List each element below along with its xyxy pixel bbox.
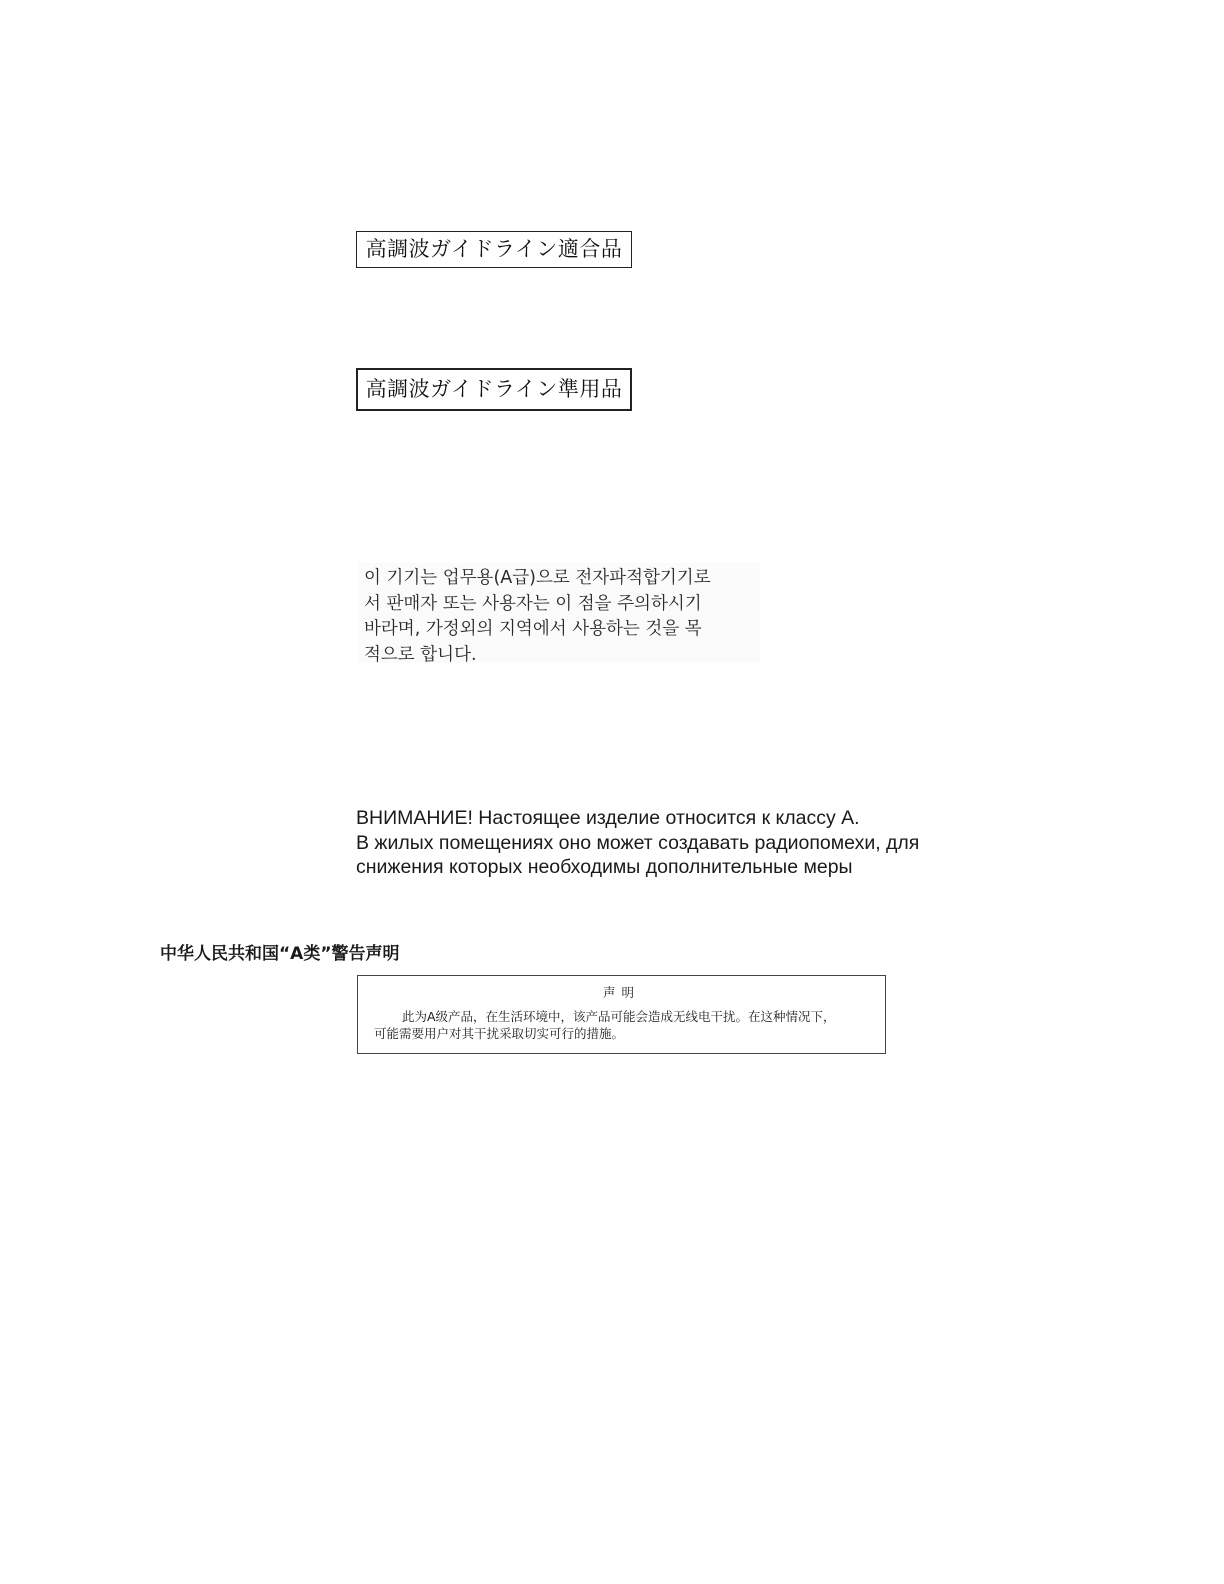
japan-harmonics-applicable-label: 高調波ガイドライン準用品 (356, 368, 632, 411)
japan-harmonics-compliant-label: 高調波ガイドライン適合品 (356, 231, 632, 268)
korea-class-a-notice (358, 563, 760, 663)
china-statement-title: 声明 (602, 985, 640, 1000)
korea-notice-line: 이 기기는 업무용(A급)으로 전자파적합기기로 (364, 568, 711, 588)
china-statement-line: 可能需要用户对其干扰采取切实可行的措施。 (374, 1026, 625, 1041)
korea-notice-line: 바라며, 가정외의 지역에서 사용하는 것을 목 (364, 619, 702, 640)
china-statement-line: 此为A级产品，在生活环境中，该产品可能会造成无线电干扰。在这种情况下， (402, 1009, 836, 1024)
russia-warning-line: В жилых помещениях оно может создавать радиопомехи, для (356, 831, 920, 854)
china-warning-heading: 中华人民共和国“A类”警告声明 (160, 944, 400, 964)
korea-notice-line: 서 판매자 또는 사용자는 이 점을 주의하시기 (364, 593, 702, 614)
russia-warning-line: ВНИМАНИЕ! Настоящее изделие относится к классу А. (356, 807, 860, 829)
china-statement-box (357, 975, 886, 1054)
russia-warning-line: снижения которых необходимы дополнительные меры (356, 856, 853, 878)
korea-notice-line: 적으로 합니다. (364, 644, 477, 665)
russia-class-a-warning (356, 806, 1036, 880)
